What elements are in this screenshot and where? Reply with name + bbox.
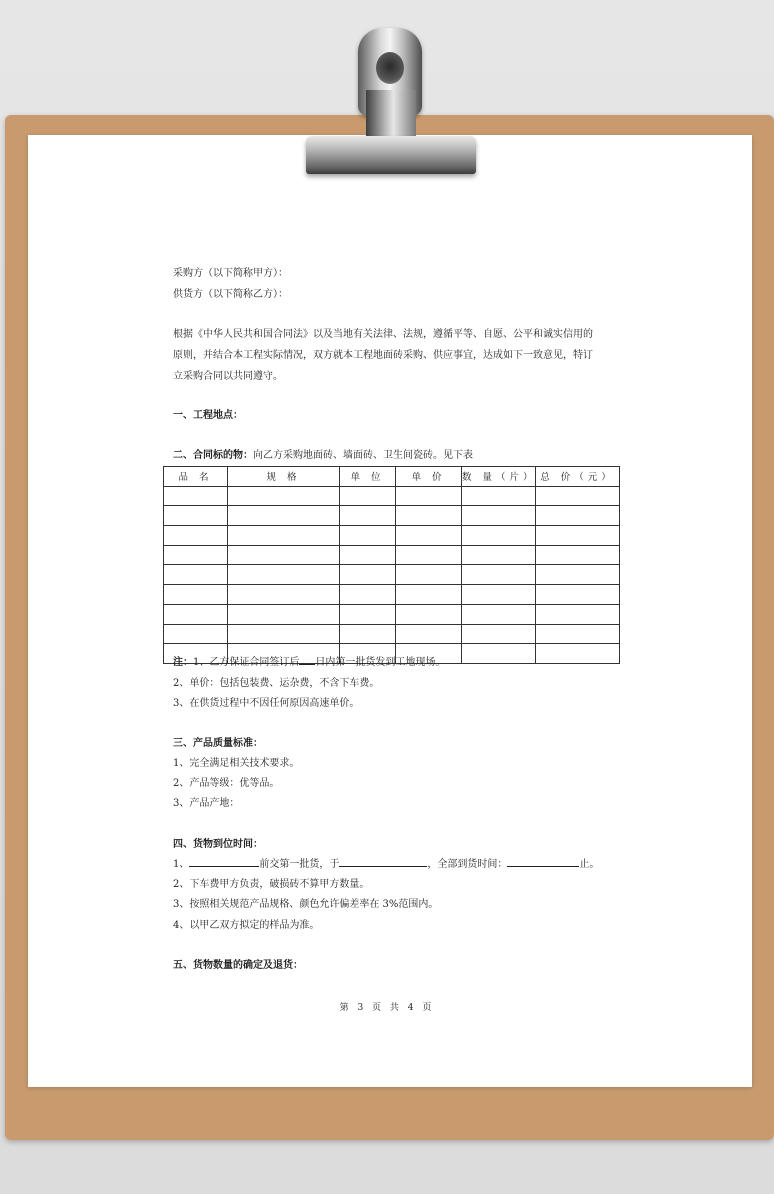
table-cell <box>228 604 340 624</box>
note-1-part-b: 日内第一批货发到工地现场。 <box>315 657 446 668</box>
table-cell <box>462 624 536 644</box>
table-cell <box>536 506 620 526</box>
table-cell <box>396 624 462 644</box>
table-cell <box>536 565 620 585</box>
clip-neck <box>366 90 416 136</box>
table-row <box>164 506 620 526</box>
table-row <box>164 526 620 546</box>
table-cell <box>536 644 620 664</box>
col-header-total: 总 价（元） <box>536 467 620 487</box>
delivery-line-2: 2、下车费甲方负责，破损砖不算甲方数量。 <box>173 879 370 890</box>
table-cell <box>462 565 536 585</box>
section-2-heading: 二、合同标的物： <box>173 450 253 461</box>
delivery-1-part-b: 前交第一批货，于 <box>259 859 340 870</box>
table-cell <box>536 585 620 605</box>
table-cell <box>340 565 396 585</box>
table-cell <box>340 545 396 565</box>
col-header-name: 品 名 <box>164 467 228 487</box>
table-cell <box>228 565 340 585</box>
quality-line-1: 1、完全满足相关技术要求。 <box>173 758 300 769</box>
table-cell <box>164 545 228 565</box>
section-4-heading: 四、货物到位时间： <box>173 839 263 850</box>
intro-line-3: 立采购合同以共同遵守。 <box>173 371 283 382</box>
table-cell <box>228 486 340 506</box>
goods-table <box>163 466 620 664</box>
table-cell <box>340 526 396 546</box>
note-line-1 <box>173 653 445 668</box>
quality-line-2: 2、产品等级：优等品。 <box>173 778 280 789</box>
table-cell <box>340 604 396 624</box>
table-cell <box>228 624 340 644</box>
table-row <box>164 624 620 644</box>
table-cell <box>164 565 228 585</box>
table-row <box>164 585 620 605</box>
table-cell <box>462 486 536 506</box>
final-delivery-date-blank <box>507 856 579 867</box>
quality-line-3: 3、产品产地： <box>173 798 240 809</box>
intro-line-2: 原则，并结合本工程实际情况，双方就本工程地面砖采购、供应事宜，达成如下一致意见，特订 <box>173 350 593 361</box>
table-cell <box>462 545 536 565</box>
table-cell <box>536 624 620 644</box>
table-cell <box>396 526 462 546</box>
delivery-line-3: 3、按照相关规范产品规格、颜色允许偏差率在 3%范围内。 <box>173 899 439 910</box>
table-row <box>164 565 620 585</box>
delivery-date-blank <box>339 856 427 867</box>
section-2-text: 向乙方采购地面砖、墙面砖、卫生间瓷砖。见下表 <box>253 450 473 461</box>
table-cell <box>228 585 340 605</box>
table-cell <box>536 486 620 506</box>
table-cell <box>396 506 462 526</box>
col-header-unit-price: 单 价 <box>396 467 462 487</box>
table-cell <box>340 506 396 526</box>
note-line-2: 2、单价：包括包装费、运杂费，不含下车费。 <box>173 678 380 689</box>
table-cell <box>164 486 228 506</box>
section-1-heading: 一、工程地点： <box>173 410 243 421</box>
table-cell <box>164 526 228 546</box>
table-cell <box>164 585 228 605</box>
col-header-unit: 单 位 <box>340 467 396 487</box>
delivery-1-part-a: 1、 <box>173 859 190 870</box>
first-batch-date-blank <box>189 856 259 867</box>
delivery-line-4: 4、以甲乙双方拟定的样品为准。 <box>173 920 320 931</box>
note-heading: 注： <box>173 657 193 668</box>
supplier-line: 供货方（以下简称乙方）： <box>173 289 288 300</box>
table-cell <box>228 526 340 546</box>
table-cell <box>164 506 228 526</box>
table-cell <box>164 604 228 624</box>
table-cell <box>164 624 228 644</box>
section-3-heading: 三、产品质量标准： <box>173 738 263 749</box>
table-cell <box>536 604 620 624</box>
table-cell <box>228 545 340 565</box>
col-header-spec: 规 格 <box>228 467 340 487</box>
table-cell <box>396 585 462 605</box>
clip-base <box>306 136 476 174</box>
days-blank <box>299 654 315 665</box>
col-header-quantity: 数 量（片） <box>462 467 536 487</box>
table-row <box>164 604 620 624</box>
table-cell <box>396 604 462 624</box>
table-cell <box>462 644 536 664</box>
table-cell <box>462 526 536 546</box>
section-2-line <box>173 446 473 461</box>
table-cell <box>396 486 462 506</box>
delivery-1-part-d: 止。 <box>579 859 600 870</box>
table-cell <box>462 585 536 605</box>
table-header-row <box>164 467 620 487</box>
table-cell <box>340 486 396 506</box>
table-cell <box>228 506 340 526</box>
table-cell <box>340 585 396 605</box>
delivery-line-1 <box>173 855 599 870</box>
table-cell <box>536 526 620 546</box>
page-footer: 第 3 页 共 4 页 <box>339 1003 435 1013</box>
table-cell <box>340 624 396 644</box>
table-row <box>164 545 620 565</box>
note-line-3: 3、在供货过程中不因任何原因高速单价。 <box>173 698 360 709</box>
table-cell <box>396 565 462 585</box>
table-row <box>164 486 620 506</box>
intro-line-1: 根据《中华人民共和国合同法》以及当地有关法律、法规，遵循平等、自愿、公平和诚实信用的 <box>173 329 593 340</box>
clip-hole <box>376 52 404 84</box>
table-cell <box>396 545 462 565</box>
note-1-part-a: 1、乙方保证合同签订后 <box>193 657 300 668</box>
table-cell <box>536 545 620 565</box>
section-5-heading: 五、货物数量的确定及退货： <box>173 960 303 971</box>
table-cell <box>462 604 536 624</box>
buyer-line: 采购方（以下简称甲方）： <box>173 268 288 279</box>
delivery-1-part-c: ，全部到货时间： <box>427 859 508 870</box>
table-cell <box>462 506 536 526</box>
